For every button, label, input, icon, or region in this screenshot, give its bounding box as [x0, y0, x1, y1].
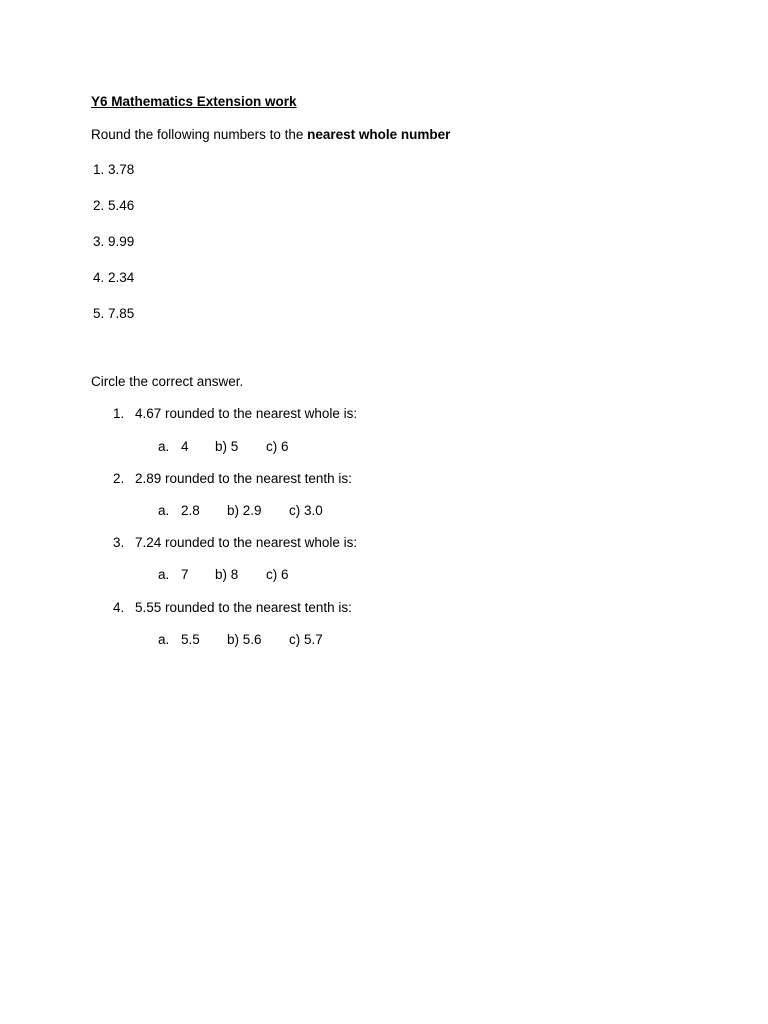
question-number: 4.: [113, 600, 125, 615]
option-b[interactable]: b) 5: [215, 439, 239, 454]
question-text: 2.89 rounded to the nearest tenth is:: [135, 471, 352, 486]
option-a-marker: a.: [158, 503, 170, 518]
question-number: 3.: [113, 535, 125, 550]
option-a-marker: a.: [158, 567, 170, 582]
option-b[interactable]: b) 8: [215, 567, 239, 582]
option-c[interactable]: c) 5.7: [289, 632, 323, 647]
list-item: 3. 9.99: [93, 234, 135, 249]
option-a-marker: a.: [158, 439, 170, 454]
list-item: 4. 2.34: [93, 270, 135, 285]
option-c[interactable]: c) 3.0: [289, 503, 323, 518]
circle-instruction: Circle the correct answer.: [91, 374, 244, 389]
option-a[interactable]: 5.5: [181, 632, 200, 647]
question-number: 1.: [113, 406, 125, 421]
instruction-text: Round the following numbers to the: [91, 127, 308, 142]
option-a[interactable]: 4: [181, 439, 189, 454]
list-item: 5. 7.85: [93, 306, 135, 321]
list-item: 1. 3.78: [93, 162, 135, 177]
question-text: 4.67 rounded to the nearest whole is:: [135, 406, 358, 421]
option-b[interactable]: b) 5.6: [227, 632, 262, 647]
option-a[interactable]: 2.8: [181, 503, 200, 518]
option-c[interactable]: c) 6: [266, 439, 289, 454]
question-text: 5.55 rounded to the nearest tenth is:: [135, 600, 352, 615]
option-a[interactable]: 7: [181, 567, 189, 582]
rounding-instruction: [91, 127, 450, 142]
list-item: 2. 5.46: [93, 198, 135, 213]
option-c[interactable]: c) 6: [266, 567, 289, 582]
page-title: Y6 Mathematics Extension work: [91, 94, 297, 109]
question-number: 2.: [113, 471, 125, 486]
option-a-marker: a.: [158, 632, 170, 647]
instruction-emphasis: nearest whole number: [307, 127, 451, 142]
option-b[interactable]: b) 2.9: [227, 503, 262, 518]
question-text: 7.24 rounded to the nearest whole is:: [135, 535, 358, 550]
